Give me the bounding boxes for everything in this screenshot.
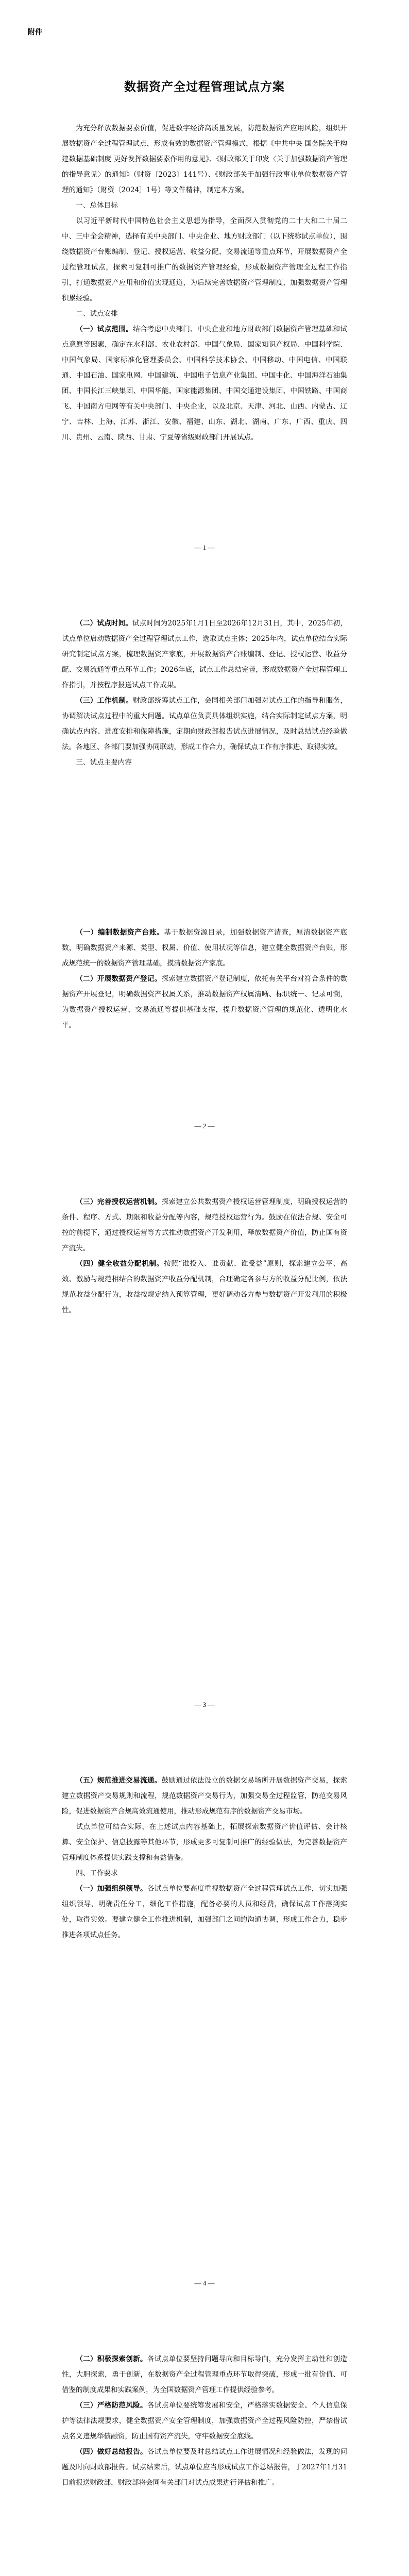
content-item-1 — [62, 925, 347, 971]
content-item-4-text: 按照“谁投入、谁贡献、谁受益”原则，探索建立公平、高效、激励与规范相结合的数据资产收益分配机制，合理确定各参与方的收益分配比例，依法规范收益分配行为，收益按规定纳入预算管理，更好调动各方参与数据资产开发利用的积极性。 — [62, 1260, 347, 1314]
time-paragraph — [62, 616, 347, 693]
document-title: 数据资产全过程管理试点方案 — [124, 80, 285, 94]
requirement-item-4-text: 各试点单位要及时总结试点工作进展情况和经验做法，发现的问题及时向财政部报告。试点结束后，试点单位应当形成试点工作总结报告，于2027年1月31日前报送财政部，财政部将会同有关部门对试点成果进行评估和推广。 — [62, 2448, 348, 2487]
requirement-item-3 — [62, 2398, 347, 2444]
mechanism-paragraph — [62, 693, 347, 755]
scope-paragraph — [62, 321, 347, 445]
requirement-item-1-text: 各试点单位要高度重视数据资产全过程管理试点工作，切实加强组织领导，明确责任分工，细化工作措施，配备必要的人员和经费，确保试点工作落到实处，取得实效。要建立健全工作推进机制，加强部门之间的沟通协调，形成工作合力，稳步推进各项试点任务。 — [62, 1885, 348, 1939]
intro-paragraph: 为充分释放数据要素价值，促进数字经济高质量发展，防范数据资产应用风险，组织开展数据资产全过程管理试点，形成有效的数据资产管理模式，根据《中共中央 国务院关于构建数据基础制度 更好发挥数据要素作用的意见》、《财政部关于印发〈关于加强数据资产管理的指导意见〉的通知》（财资〔2023〕141号）、《财政部关于加强行政事业单位数据资产管理的通知》（财资〔2024〕1号）等文件精神，制定本方案。 — [62, 124, 347, 194]
requirement-item-3-lead: （三）严格防范风险。 — [76, 2401, 147, 2410]
scope-text: 结合考虑中央部门、中央企业和地方财政部门数据资产管理基础和试点意愿等因素，确定在水利部、农业农村部、中国气象局、国家知识产权局、中国科学院、中国气象局、国家标准化管理委员会、中国科学技术协会、中国移动、中国电信、中国联通、中国石油、国家电网、中国建筑、中国电子信息产业集团、中国中化、中国海洋石油集团、中国长江三峡集团、中国华能、国家能源集团、中国交通建设集团、中国铁路、中国商飞、中国南方电网等有关中央部门、中央企业，以及北京、天津、河北、山西、内蒙古、辽宁、吉林、上海、江苏、浙江、安徽、福建、山东、湖北、湖南、广东、广西、重庆、四川、贵州、云南、陕西、甘肃、宁夏等省级财政部门开展试点。 — [62, 325, 348, 442]
time-text: 试点时间为2025年1月1日至2026年12月31日，其中，2025年初，试点单位启动数据资产全过程管理试点工作，选取试点主体；2025年内，试点单位结合实际研究制定试点方案，梳理数据资产家底，开展数据资产台账编制、登记、授权运营、收益分配、交易流通等重点环节工作；2026年底，试点工作总结完善，形成数据资产全过程管理工作指引，并按程序报送试点工作成果。 — [62, 619, 347, 689]
time-lead: （二）试点时间。 — [76, 619, 132, 628]
content-item-2 — [62, 971, 347, 1033]
section-heading-2: 二、试点安排 — [76, 310, 118, 318]
mechanism-lead: （三）工作机制。 — [76, 697, 133, 705]
page-2-content — [62, 616, 347, 1033]
section-heading-3: 三、试点主要内容 — [76, 758, 132, 767]
requirement-item-4-lead: （四）做好总结报告。 — [76, 2448, 147, 2456]
page-number: — 2 — — [194, 1122, 215, 1130]
requirement-item-2-lead: （二）积极探索创新。 — [76, 2355, 147, 2363]
page-3-content — [62, 1194, 347, 1318]
content-item-5 — [62, 1773, 347, 1819]
document-page-1 — [0, 0, 409, 579]
requirement-item-2 — [62, 2351, 347, 2398]
page-5-content — [62, 2351, 347, 2490]
goal-paragraph: 以习近平新时代中国特色社会主义思想为指导，全面深入贯彻党的二十大和二十届二中、三中全会精神，选择有关中央部门、中央企业、地方财政部门（以下统称试点单位），围绕数据资产台账编制、登记、授权运营、收益分配、交易流通等重点环节，开展数据资产全过程管理试点，探索可复制可推广的数据资产管理经验，形成数据资产管理全过程工作指引，打通数据资产应用和价值实现通道，为后续完善数据资产管理制度，加强数据资产管理积累经验。 — [62, 217, 347, 302]
content-item-1-text: 基于数据资源目录，加强数据资产清查，厘清数据资产底数，明确数据资产来源、类型、权属、价值、使用状况等信息，建立健全数据资产台账，形成规范统一的数据资产管理基础，摸清数据资产家底。 — [62, 928, 348, 968]
after-contents-paragraph: 试点单位可结合实际，在上述试点内容基础上，拓展探索数据资产价值评估、会计核算、安全保护、信息披露等其他环节，形成更多可复制可推广的经验做法，为完善数据资产管理制度体系提供实践支撑和有益借鉴。 — [62, 1823, 347, 1862]
page-number: — 1 — — [194, 544, 215, 551]
requirement-item-1-lead: （一）加强组织领导。 — [76, 1885, 147, 1893]
section-heading-1: 一、总体目标 — [76, 201, 118, 210]
page-4-content — [62, 1773, 347, 1943]
page-1-content — [62, 68, 347, 445]
content-item-2-lead: （二）开展数据资产登记。 — [76, 975, 162, 983]
content-item-2-text: 探索建立数据资产登记制度，依托有关平台对符合条件的数据资产开展登记，明确数据资产权属关系，推动数据资产权属清晰、标识统一、记录可溯，为数据资产授权运营、交易流通等提供基础支撑，提升数据资产管理的规范化、透明化水平。 — [62, 975, 348, 1029]
document-page-2 — [0, 579, 409, 1157]
content-item-1-lead: （一）编制数据资产台账。 — [76, 928, 164, 937]
document-page-3 — [0, 1157, 409, 1736]
requirement-item-2-text: 各试点单位要坚持问题导向和目标导向，充分发挥主动性和创造性，大胆探索，勇于创新，在数据资产全过程管理重点环节取得突破，形成一批有价值、可借鉴的制度成果和实践案例，为全国数据资产管理工作提供经验参考。 — [62, 2355, 348, 2394]
page-number: — 3 — — [194, 1701, 215, 1708]
content-item-4 — [62, 1256, 347, 1318]
blank-space — [62, 770, 347, 925]
document-page-5 — [0, 2314, 409, 2576]
page-number: — 4 — — [194, 2279, 215, 2287]
document-page-4 — [0, 1736, 409, 2314]
requirement-item-4 — [62, 2444, 347, 2490]
content-item-4-lead: （四）健全收益分配机制。 — [76, 1260, 164, 1268]
section-heading-4: 四、工作要求 — [76, 1869, 118, 1877]
content-item-3 — [62, 1194, 347, 1256]
scope-lead: （一）试点范围。 — [76, 325, 133, 333]
content-item-3-lead: （三）完善授权运营机制。 — [76, 1198, 162, 1206]
requirement-item-1 — [62, 1881, 347, 1943]
annex-label: 附件 — [28, 28, 42, 37]
content-item-5-lead: （五）规范推进交易流通。 — [76, 1776, 162, 1785]
requirement-item-3-text: 各试点单位要统筹发展和安全，严格落实数据安全、个人信息保护等法律法规要求，健全数据资产安全管理制度，加强数据资产全过程风险防控，严禁借试点名义违规举债融资，防止国有资产流失，守牢数据安全底线。 — [62, 2401, 348, 2441]
mechanism-text: 财政部统筹试点工作，会同相关部门加强对试点工作的指导和服务，协调解决试点过程中的重大问题。试点单位负责具体组织实施，结合实际制定试点方案，明确试点内容、进度安排和保障措施，定期向财政部报告试点进展情况，及时总结试点经验做法。各地区、各部门要加强协同联动，形成工作合力，确保试点工作有序推进、取得实效。 — [62, 697, 348, 751]
content-item-5-text: 鼓励通过依法设立的数据交易场所开展数据资产交易，探索建立数据资产交易规则和流程，规范数据资产交易行为，加强交易全过程监管，防范交易风险，促进数据资产合规高效流通使用，推动形成规范有序的数据资产交易市场。 — [62, 1776, 348, 1816]
content-item-3-text: 探索建立公共数据资产授权运营管理制度，明确授权运营的条件、程序、方式、期限和收益分配等内容，规范授权运营行为。鼓励在依法合规、安全可控的前提下，通过授权运营等方式推动数据资产开发利用，释放数据资产价值，防止国有资产流失。 — [62, 1198, 348, 1252]
